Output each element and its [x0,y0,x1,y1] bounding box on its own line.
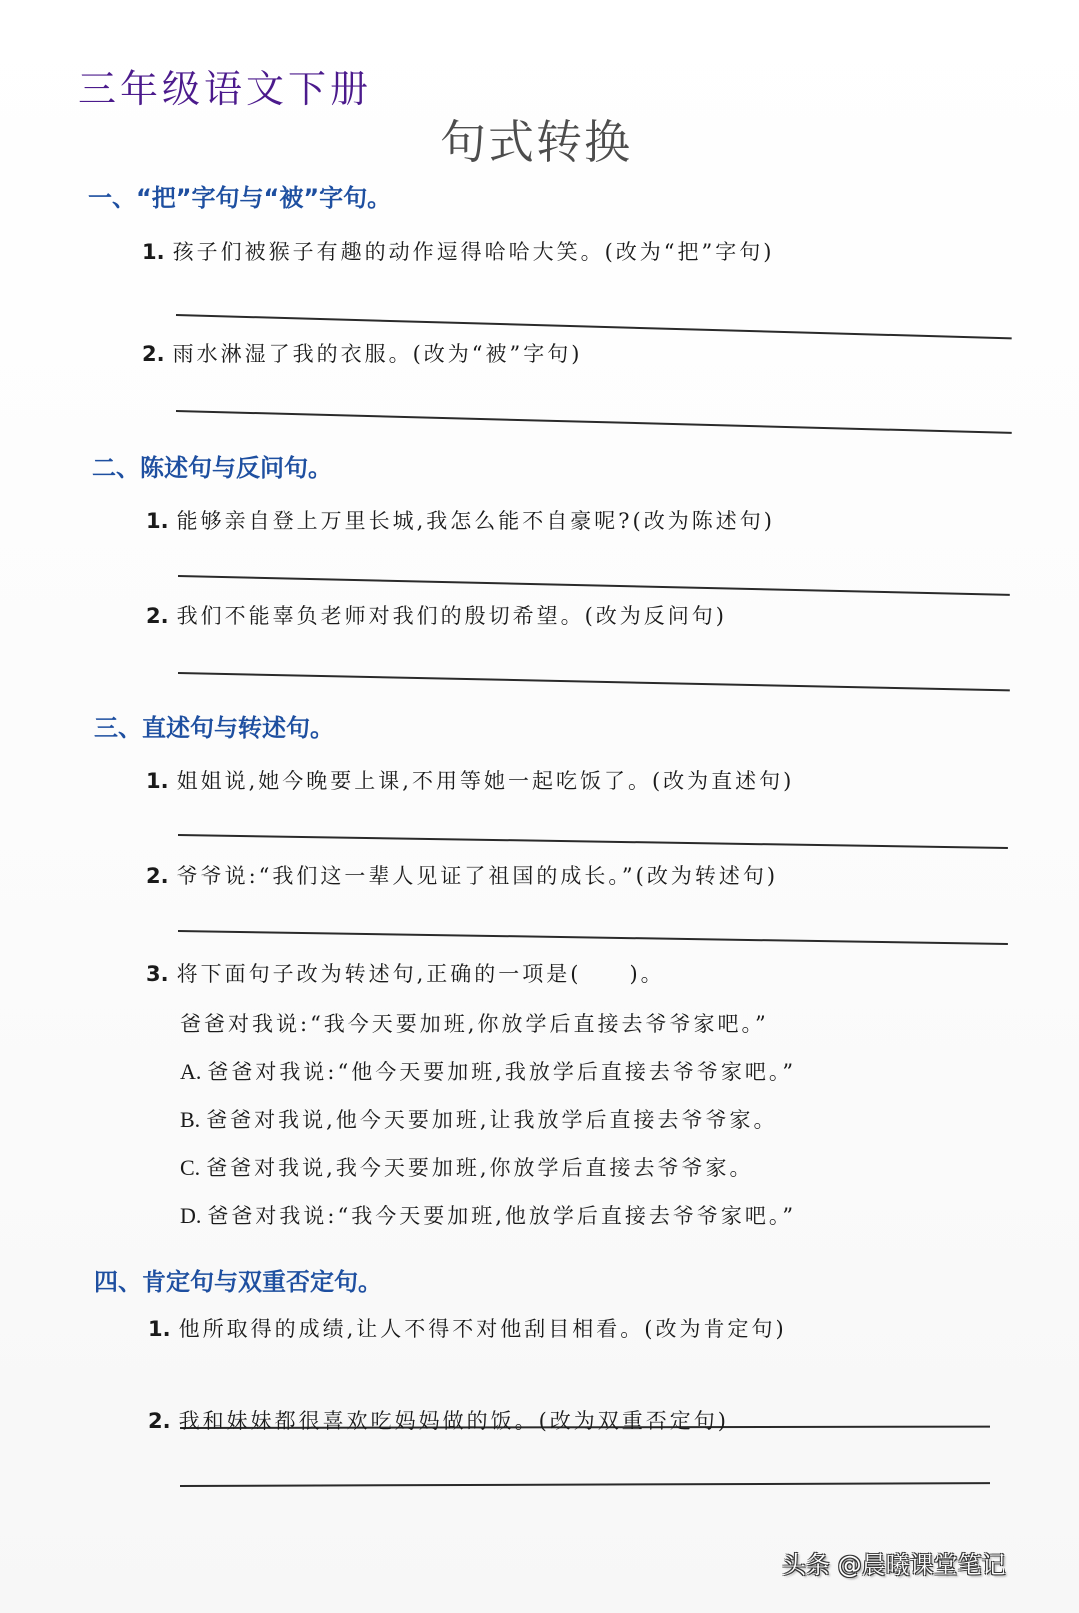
question-number: 1. [146,769,169,793]
question-2-2 [146,600,727,630]
question-number: 3. [146,962,169,986]
option-letter: C. [180,1155,201,1180]
option-a[interactable] [180,1056,796,1086]
option-text: 爸爸对我说,我今天要加班,你放学后直接去爷爷家。 [206,1156,754,1180]
answer-line[interactable] [176,314,1012,339]
question-prompt: 爸爸对我说:“我今天要加班,你放学后直接去爷爷家吧。” [180,1012,769,1036]
question-number: 2. [148,1409,171,1433]
question-1-1 [142,236,774,266]
answer-line[interactable] [180,1482,990,1487]
section-title-declarative-rhetorical: 二、陈述句与反问句。 [92,454,332,482]
option-letter: A. [180,1059,202,1084]
option-text: 爸爸对我说:“他今天要加班,我放学后直接去爷爷家吧。” [207,1060,797,1084]
question-number: 1. [148,1317,171,1341]
answer-line[interactable] [178,575,1010,596]
answer-line[interactable] [178,834,1008,849]
question-3-2 [146,860,778,890]
question-number: 2. [146,864,169,888]
question-text: 我们不能辜负老师对我们的殷切希望。(改为反问句) [176,604,727,628]
option-text: 爸爸对我说,他今天要加班,让我放学后直接去爷爷家。 [206,1108,778,1132]
section-title-ba-bei: 一、“把”字句与“被”字句。 [88,184,392,212]
question-number: 1. [146,509,169,533]
question-number: 1. [142,240,165,264]
watermark: 头条 @晨曦课堂笔记 [782,1551,1006,1579]
grade-title: 三年级语文下册 [78,67,373,111]
answer-line[interactable] [178,672,1010,691]
question-number: 2. [146,604,169,628]
answer-line[interactable] [176,410,1012,434]
question-1-2 [142,338,582,368]
option-letter: D. [180,1203,202,1228]
option-letter: B. [180,1107,201,1132]
question-text: 爷爷说:“我们这一辈人见证了祖国的成长。”(改为转述句) [176,864,779,888]
question-text: 他所取得的成绩,让人不得不对他刮目相看。(改为肯定句) [178,1317,787,1341]
question-text: 姐姐说,她今晚要上课,不用等她一起吃饭了。(改为直述句) [176,769,795,793]
question-text: 能够亲自登上万里长城,我怎么能不自豪呢?(改为陈述句) [176,509,775,533]
option-text: 爸爸对我说:“我今天要加班,他放学后直接去爷爷家吧。” [207,1204,797,1228]
question-number: 2. [142,342,165,366]
option-c[interactable] [180,1152,754,1182]
question-text: 雨水淋湿了我的衣服。(改为“被”字句) [172,342,583,366]
answer-line[interactable] [178,930,1008,945]
question-4-2 [148,1405,729,1435]
question-text: 将下面句子改为转述句,正确的一项是( )。 [176,962,665,986]
question-2-1 [146,505,775,535]
section-title-affirmative-double-negative: 四、肯定句与双重否定句。 [94,1268,382,1296]
question-3-3 [146,958,665,988]
section-title-direct-indirect: 三、直述句与转述句。 [94,714,334,742]
option-d[interactable] [180,1200,796,1230]
question-text: 孩子们被猴子有趣的动作逗得哈哈大笑。(改为“把”字句) [172,240,775,264]
question-3-1 [146,765,794,795]
page-title: 句式转换 [440,115,632,169]
question-4-1 [148,1313,787,1343]
option-b[interactable] [180,1104,778,1134]
question-text: 我和妹妹都很喜欢吃妈妈做的饭。(改为双重否定句) [178,1409,729,1433]
